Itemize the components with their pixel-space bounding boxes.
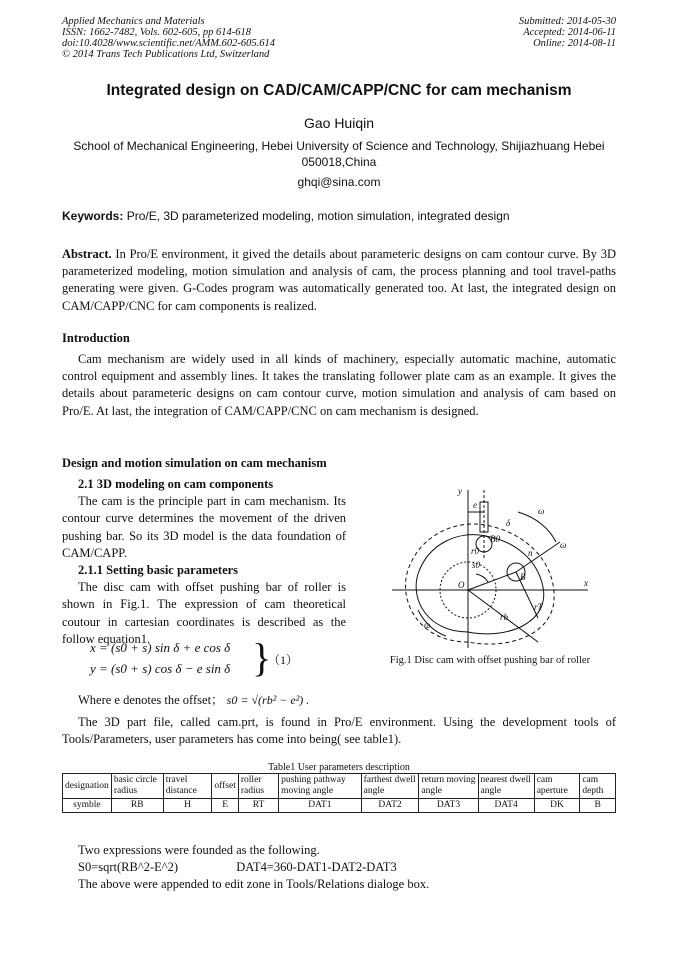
parameters-table [62,773,616,813]
label-s0: s0 [472,560,481,570]
keywords-text: Pro/E, 3D parameterized modeling, motion simulation, integrated design [126,209,510,223]
table-cell: B [580,799,616,813]
submitted-date: Submitted: 2014-05-30 [518,16,616,27]
table-header-cell: pushing pathway moving angle [279,774,362,799]
cam-contour [416,535,544,634]
table-cell: E [212,799,238,813]
keywords [62,209,616,223]
online-date: Online: 2014-08-11 [533,38,616,49]
equation-1 [90,635,300,682]
equation-number: （1） [268,653,299,667]
label-b0: B0 [490,534,500,544]
rotation-arc-top [518,512,556,542]
expressions-intro: Two expressions were founded as the following. [78,843,320,857]
expression-dat4: DAT4=360-DAT1-DAT2-DAT3 [236,860,397,874]
keywords-label: Keywords: [62,209,124,223]
offset-definition-text: Where e denotes the offset； [78,693,224,707]
table-header-cell: designation [63,774,112,799]
label-n: n [528,548,533,558]
label-r0: r0 [471,546,480,556]
equation-line-y: y = (s0 + s) cos δ − e sin δ [90,661,231,676]
abstract-label: Abstract. [62,247,112,261]
author-name: Gao Huiqin [303,115,375,131]
table-header-cell: roller radius [238,774,278,799]
introduction-text: Cam mechanism are widely used in all kinds of machinery, especially automatic machine, automatic control equipment and assembly lines. It takes the translating follower plate cam as an example. It gives the details about parameteric designs on cam contour curve, motion simulation and analysis of cam based on Pro/E. At last, the integration of CAM/CAPP/CNC on cam mechanism is designed. [62,352,616,418]
label-y: y [458,486,462,496]
table-cell: DAT2 [361,799,419,813]
table-header-cell: basic circle radius [111,774,163,799]
introduction-heading: Introduction [62,331,130,345]
figure-caption: Fig.1 Disc cam with offset pushing bar of roller [389,655,591,666]
table-header-cell: nearest dwell angle [478,774,534,799]
subsection-heading-parameters: 2.1.1 Setting basic parameters [78,563,239,578]
expressions-line [62,859,616,876]
label-x: x [584,578,588,588]
abstract [62,246,616,315]
table-cell: symble [63,799,112,813]
label-rb: rb [500,612,509,622]
journal-info [62,16,275,60]
expressions-note: The above were appended to edit zone in Tools/Relations dialoge box. [78,877,430,891]
table-header-cell: return moving angle [419,774,478,799]
journal-copyright: © 2014 Trans Tech Publications Ltd, Switzerland [62,49,270,60]
offset-formula: s0 = √(rb² − e²) . [226,693,310,707]
table-header-cell: cam aperture [534,774,580,799]
label-rt: rT [534,602,543,612]
table-header-cell: farthest dwell angle [361,774,419,799]
angle-arc [476,574,488,582]
submission-dates [519,16,616,49]
table-header-row [63,774,616,799]
equation-line-x: x = (s0 + s) sin δ + e cos δ [90,640,231,655]
radius-line [468,572,516,590]
table-intro-text: The 3D part file, called cam.prt, is found in Pro/E environment. Using the development tools of Tools/Parameters, user parameters has come into being( see table1). [62,715,616,747]
accepted-date: Accepted: 2014-06-11 [523,27,616,38]
author-email: ghqi@sina.com [297,175,381,189]
table-cell: DAT4 [478,799,534,813]
label-b: B [520,572,526,582]
label-omega-top: ω [538,506,545,516]
expressions-section [62,842,616,893]
offset-definition [78,690,309,708]
journal-doi: doi:10.4028/www.scientific.net/AMM.602-605.614 [62,38,275,49]
table-cell: H [163,799,212,813]
label-omega-right: ω [560,540,567,550]
label-e: e [473,500,477,510]
section-heading: Design and motion simulation on cam mechanism [62,456,327,470]
subsection-heading-3d-modeling: 2.1 3D modeling on cam components [78,477,274,491]
normal-line [516,542,560,572]
equation-brace-icon: } [252,635,272,680]
subsection-text-3d-modeling: The cam is the principle part in cam mechanism. Its contour curve determines the movement of the driven pushing bar. So its 3D model is the data foundation of CAM/CAPP. [62,494,346,560]
journal-issn: ISSN: 1662-7482, Vols. 602-605, pp 614-618 [62,27,251,38]
table-row [63,799,616,813]
table-cell: DAT3 [419,799,478,813]
table-cell: RB [111,799,163,813]
table-header-cell: offset [212,774,238,799]
table-caption: Table1 User parameters description [268,762,410,773]
author-affiliation: School of Mechanical Engineering, Hebei University of Science and Technology, Shijiazhuang Hebei 050018,China [73,139,605,169]
label-origin: O [458,580,465,590]
table-header-cell: cam depth [580,774,616,799]
journal-name: Applied Mechanics and Materials [62,16,205,27]
label-omega-bottom: ω [424,620,431,630]
label-delta: δ [506,518,511,528]
abstract-text: In Pro/E environment, it gived the details about parameteric designs on cam contour curve. By 3D parameterized modeling, motion simulation and analysis of cam, the process planning and tool travel-paths generating were given. G-Codes program was automatically generated too. At last, the integrated design on CAM/CAPP/CNC for cam components is realized. [62,247,617,313]
table-cell: DK [534,799,580,813]
table-header-cell: travel distance [163,774,212,799]
subsection-text-parameters: The disc cam with offset pushing bar of roller is shown in Fig.1. The expression of cam theoretical coutour in cartesian coordinates is described as the follow equation1. [62,580,346,646]
table-cell: RT [238,799,278,813]
cam-diagram [388,482,593,652]
expression-s0: S0=sqrt(RB^2-E^2) [78,860,179,874]
section-body [62,476,346,648]
table-cell: DAT1 [279,799,362,813]
paper-title: Integrated design on CAD/CAM/CAPP/CNC for cam mechanism [106,82,572,99]
